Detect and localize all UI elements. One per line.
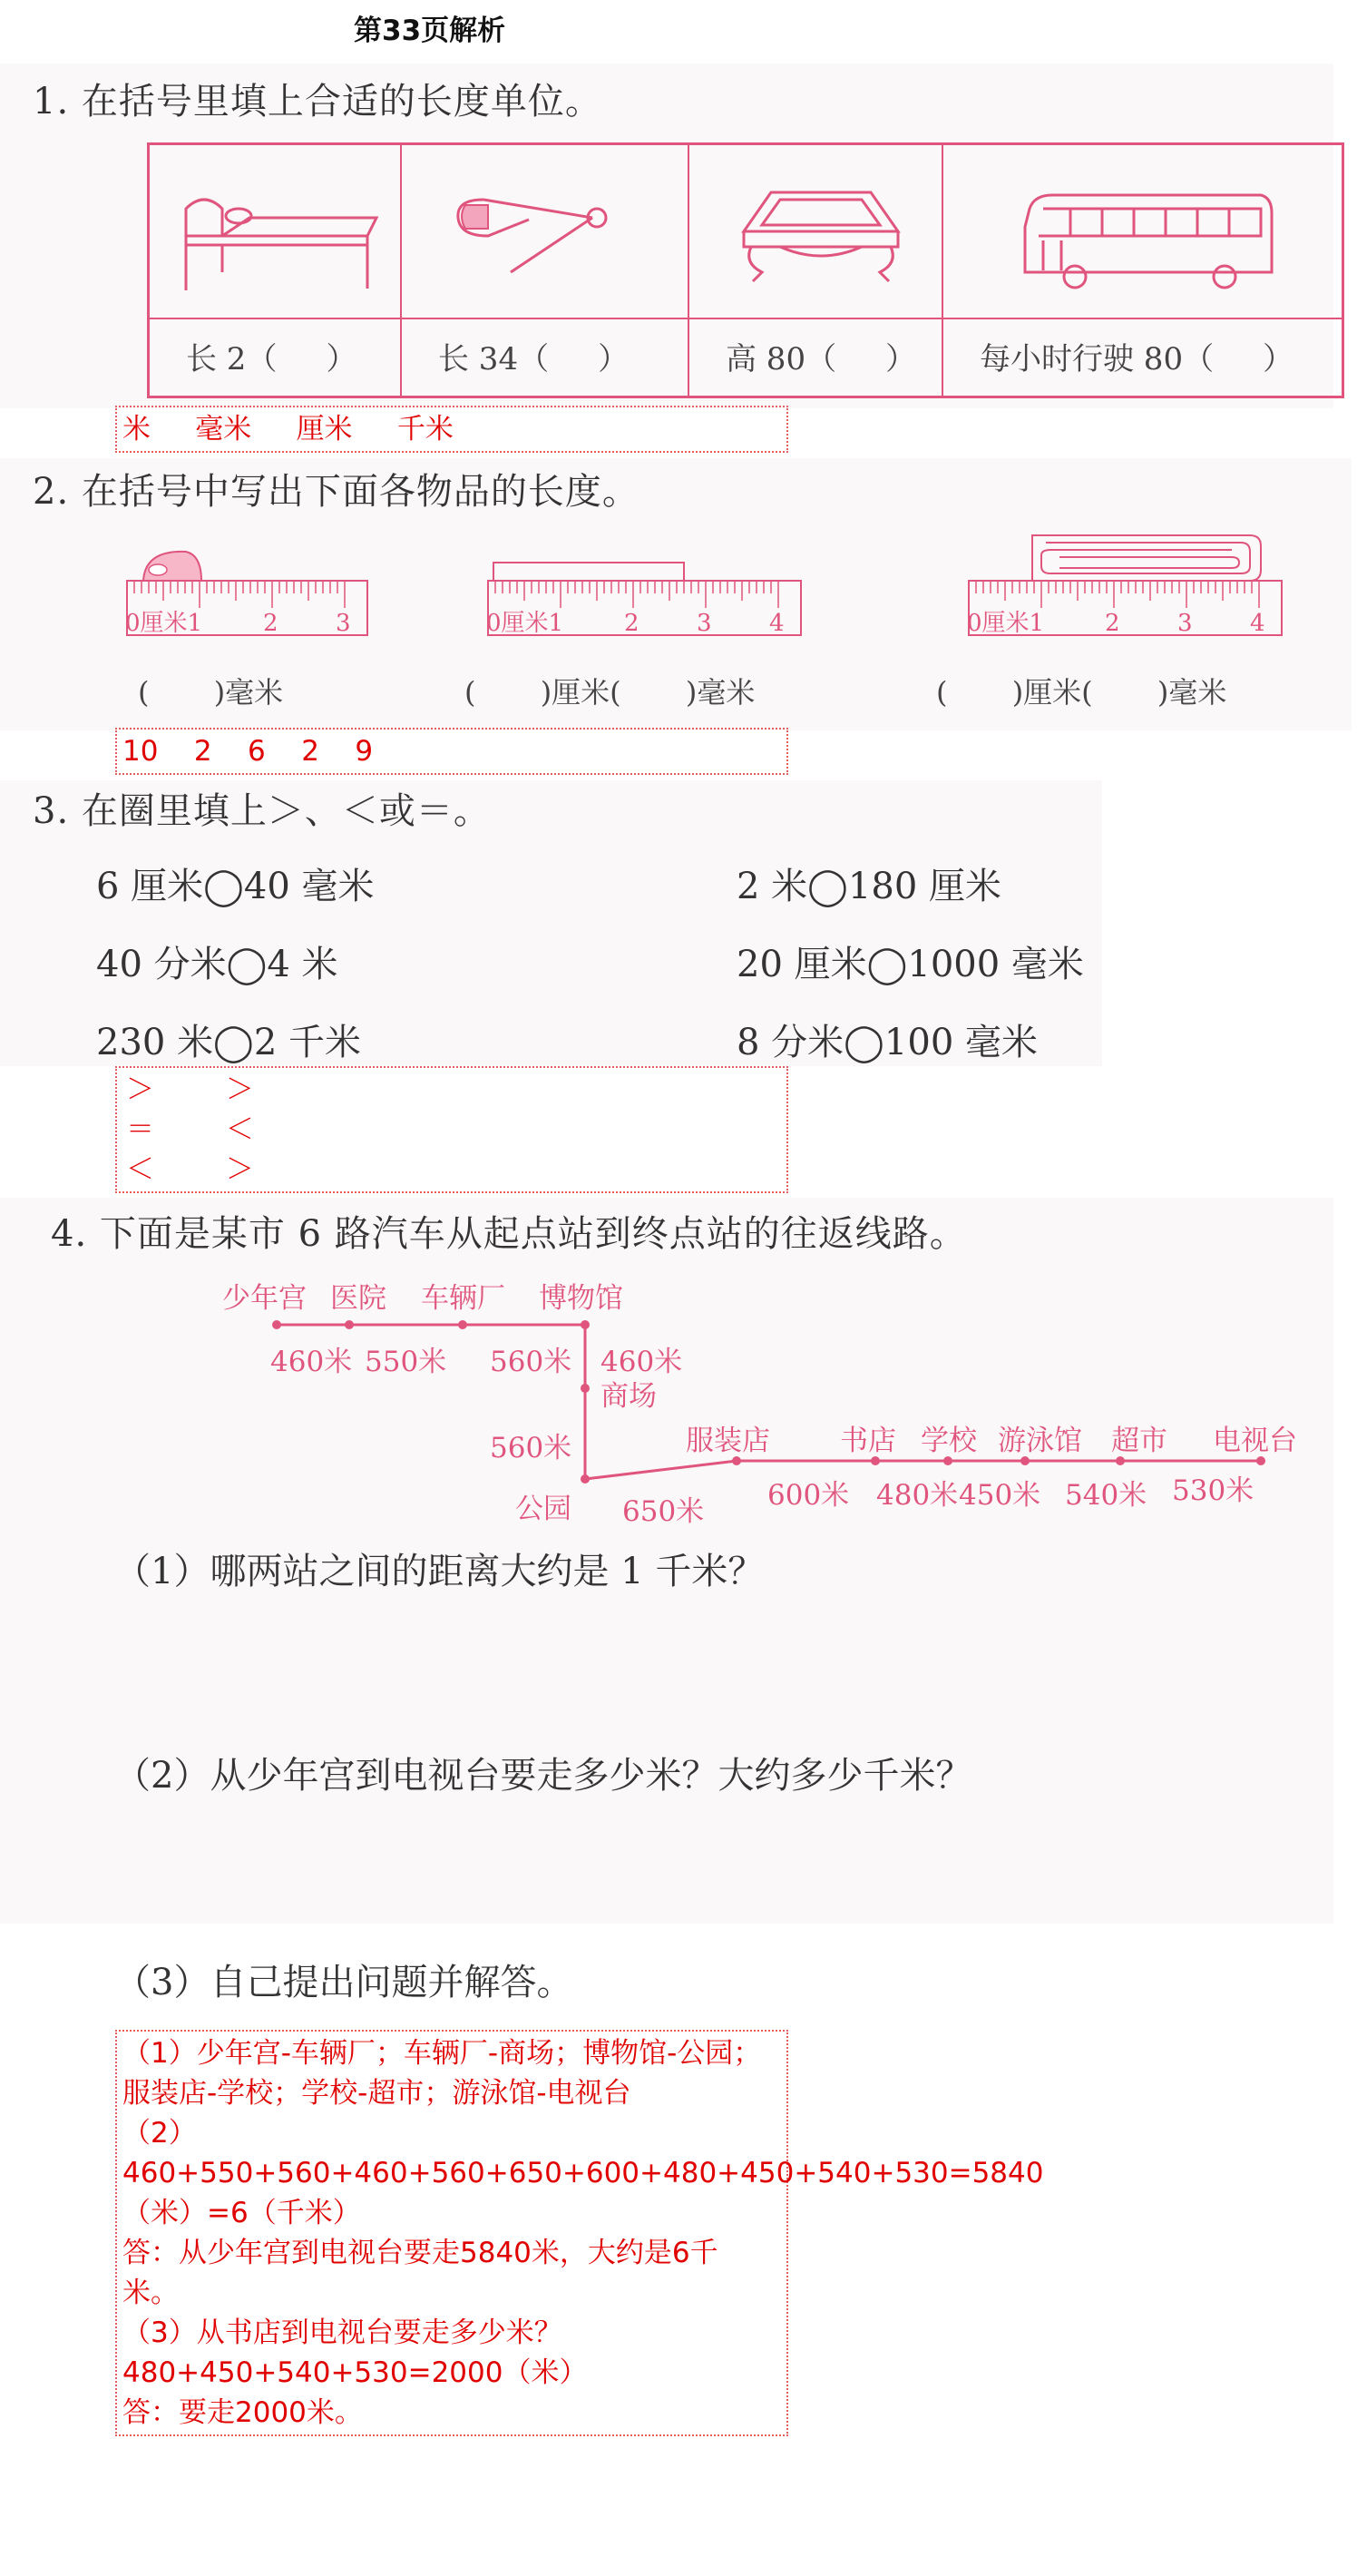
station-dot xyxy=(581,1474,590,1484)
q1-label-bus: 每小时行驶 80（ ） xyxy=(980,341,1294,377)
station-dot xyxy=(458,1320,467,1329)
q4-title: 4. 下面是某市 6 路汽车从起点站到终点站的往返线路。 xyxy=(51,1213,967,1255)
q1-label-bed: 长 2（ ） xyxy=(186,341,357,377)
ruler-2-label-4: 4 xyxy=(769,610,785,637)
distance-5: 560米 xyxy=(490,1432,572,1464)
station-dot xyxy=(581,1320,590,1329)
q3-item-4: 20 厘米◯1000 毫米 xyxy=(737,944,1084,985)
station-8: 书店 xyxy=(840,1425,896,1457)
q1-cell-bus xyxy=(943,145,1342,396)
station-3: 车辆厂 xyxy=(421,1282,505,1315)
distance-4: 460米 xyxy=(600,1346,683,1378)
q4-answer-line-8: （3）从书店到电视台要走多少米？ xyxy=(122,2316,562,2349)
ruler-3-label-4: 4 xyxy=(1250,610,1265,637)
q2-answer-5: 9 xyxy=(355,735,374,768)
q1-answer-1: 米 xyxy=(122,413,151,446)
distance-2: 550米 xyxy=(365,1346,447,1378)
distance-8: 480米 xyxy=(876,1479,959,1512)
q3-answer-row-1: ＞ ＞ xyxy=(126,1073,254,1106)
ruler-1 xyxy=(118,535,381,653)
q3-item-6: 8 分米◯100 毫米 xyxy=(737,1022,1038,1063)
q4-answer-box xyxy=(115,2030,1044,2436)
q4-answer-line-10: 答：要走2000米。 xyxy=(122,2396,363,2429)
station-7: 服装店 xyxy=(686,1425,770,1457)
station-4: 博物馆 xyxy=(539,1282,623,1315)
page-title: 第33页解析 xyxy=(354,15,506,47)
q2-blank-3: ( )厘米( )毫米 xyxy=(936,675,1227,710)
station-10: 游泳馆 xyxy=(998,1425,1082,1457)
ruler-2-label-2: 2 xyxy=(624,610,639,637)
q1-label-pin: 长 34（ ） xyxy=(438,341,630,377)
distance-11: 530米 xyxy=(1172,1474,1254,1507)
distance-7: 600米 xyxy=(767,1479,850,1512)
q3-item-5: 230 米◯2 千米 xyxy=(96,1022,361,1063)
ruler-1-label-2: 2 xyxy=(263,610,278,637)
ruler-3-label-2: 2 xyxy=(1105,610,1120,637)
bed-icon xyxy=(150,145,402,318)
q1-title: 1. 在括号里填上合适的长度单位。 xyxy=(33,81,602,122)
ruler-3-label-0: 0厘米1 xyxy=(967,610,1045,637)
q1-cell-bed xyxy=(150,145,402,396)
q2-answer-1: 10 xyxy=(122,735,159,768)
q2-answer-2: 2 xyxy=(193,735,212,768)
station-dot xyxy=(345,1320,354,1329)
q4-answer-line-7: 米。 xyxy=(122,2277,179,2309)
q3-title: 3. 在圈里填上＞、＜或＝。 xyxy=(33,790,491,832)
q1-answer-4: 千米 xyxy=(396,413,454,446)
distance-9: 450米 xyxy=(959,1479,1041,1512)
q4-answer-line-5: （米）=6（千米） xyxy=(122,2197,361,2229)
ruler-2 xyxy=(479,535,805,653)
station-dot xyxy=(581,1384,590,1393)
q3-answer-row-2: ＝ ＜ xyxy=(126,1113,254,1146)
q2-blank-2: ( )厘米( )毫米 xyxy=(464,675,756,710)
distance-6: 650米 xyxy=(622,1495,705,1528)
q4-answer-line-4: 460+550+560+460+560+650+600+480+450+540+530=5840 xyxy=(122,2157,1044,2189)
q1-table xyxy=(147,142,1344,398)
q4-answer-line-3: （2） xyxy=(122,2117,197,2150)
q1-cell-table xyxy=(689,145,943,396)
ruler-2-label-3: 3 xyxy=(697,610,712,637)
q2-answer-4: 2 xyxy=(301,735,319,768)
distance-1: 460米 xyxy=(270,1346,353,1378)
paper-clip-icon xyxy=(1032,535,1261,581)
route-map xyxy=(0,1252,1357,1524)
q3-item-2: 2 米◯180 厘米 xyxy=(737,866,1001,907)
q1-label-table: 高 80（ ） xyxy=(726,341,917,377)
q1-cell-pin xyxy=(402,145,689,396)
station-dot xyxy=(272,1320,281,1329)
stick-icon xyxy=(493,563,684,581)
ruler-2-label-0: 0厘米1 xyxy=(486,610,564,637)
q4-sub-question-3: （3）自己提出问题并解答。 xyxy=(114,1962,573,2003)
q4-sub-question-2: （2）从少年宫到电视台要走多少米？大约多少千米？ xyxy=(114,1755,972,1797)
distance-10: 540米 xyxy=(1065,1479,1147,1512)
station-11: 超市 xyxy=(1111,1425,1167,1457)
q4-sub-question-1: （1）哪两站之间的距离大约是 1 千米？ xyxy=(114,1551,765,1592)
q1-answer-box xyxy=(115,406,788,453)
q3-answer-row-3: ＜ ＞ xyxy=(126,1153,254,1186)
ruler-1-label-0: 0厘米1 xyxy=(125,610,203,637)
q2-answer-3: 6 xyxy=(248,735,266,768)
q4-answer-line-2: 服装店-学校；学校-超市；游泳馆-电视台 xyxy=(122,2077,631,2110)
distance-3: 560米 xyxy=(490,1346,572,1378)
q3-item-3: 40 分米◯4 米 xyxy=(96,944,338,985)
q4-answer-line-9: 480+450+540+530=2000（米） xyxy=(122,2356,588,2389)
table-icon xyxy=(689,145,943,318)
station-5: 商场 xyxy=(600,1380,657,1413)
q2-answer-box xyxy=(115,728,788,775)
q2-blank-1: ( )毫米 xyxy=(138,675,284,710)
q2-title: 2. 在括号中写出下面各物品的长度。 xyxy=(33,471,639,513)
q1-answer-3: 厘米 xyxy=(296,413,353,446)
q1-answer-2: 毫米 xyxy=(195,413,252,446)
q3-item-1: 6 厘米◯40 毫米 xyxy=(96,866,375,907)
q4-answer-line-1: （1）少年宫-车辆厂；车辆厂-商场；博物馆-公园； xyxy=(122,2037,762,2070)
ruler-1-label-3: 3 xyxy=(336,610,351,637)
station-12: 电视台 xyxy=(1213,1425,1297,1457)
station-1: 少年宫 xyxy=(222,1282,307,1315)
station-9: 学校 xyxy=(921,1425,977,1457)
ruler-3 xyxy=(960,524,1286,653)
q3-answer-box xyxy=(115,1066,788,1193)
q4-answer-line-6: 答：从少年宫到电视台要走5840米，大约是6千 xyxy=(122,2237,718,2269)
bus-icon xyxy=(943,145,1342,318)
safety-pin-icon xyxy=(402,145,689,318)
eraser-icon xyxy=(143,552,201,581)
ruler-3-label-3: 3 xyxy=(1177,610,1193,637)
station-6: 公园 xyxy=(515,1493,571,1525)
station-2: 医院 xyxy=(330,1282,386,1315)
